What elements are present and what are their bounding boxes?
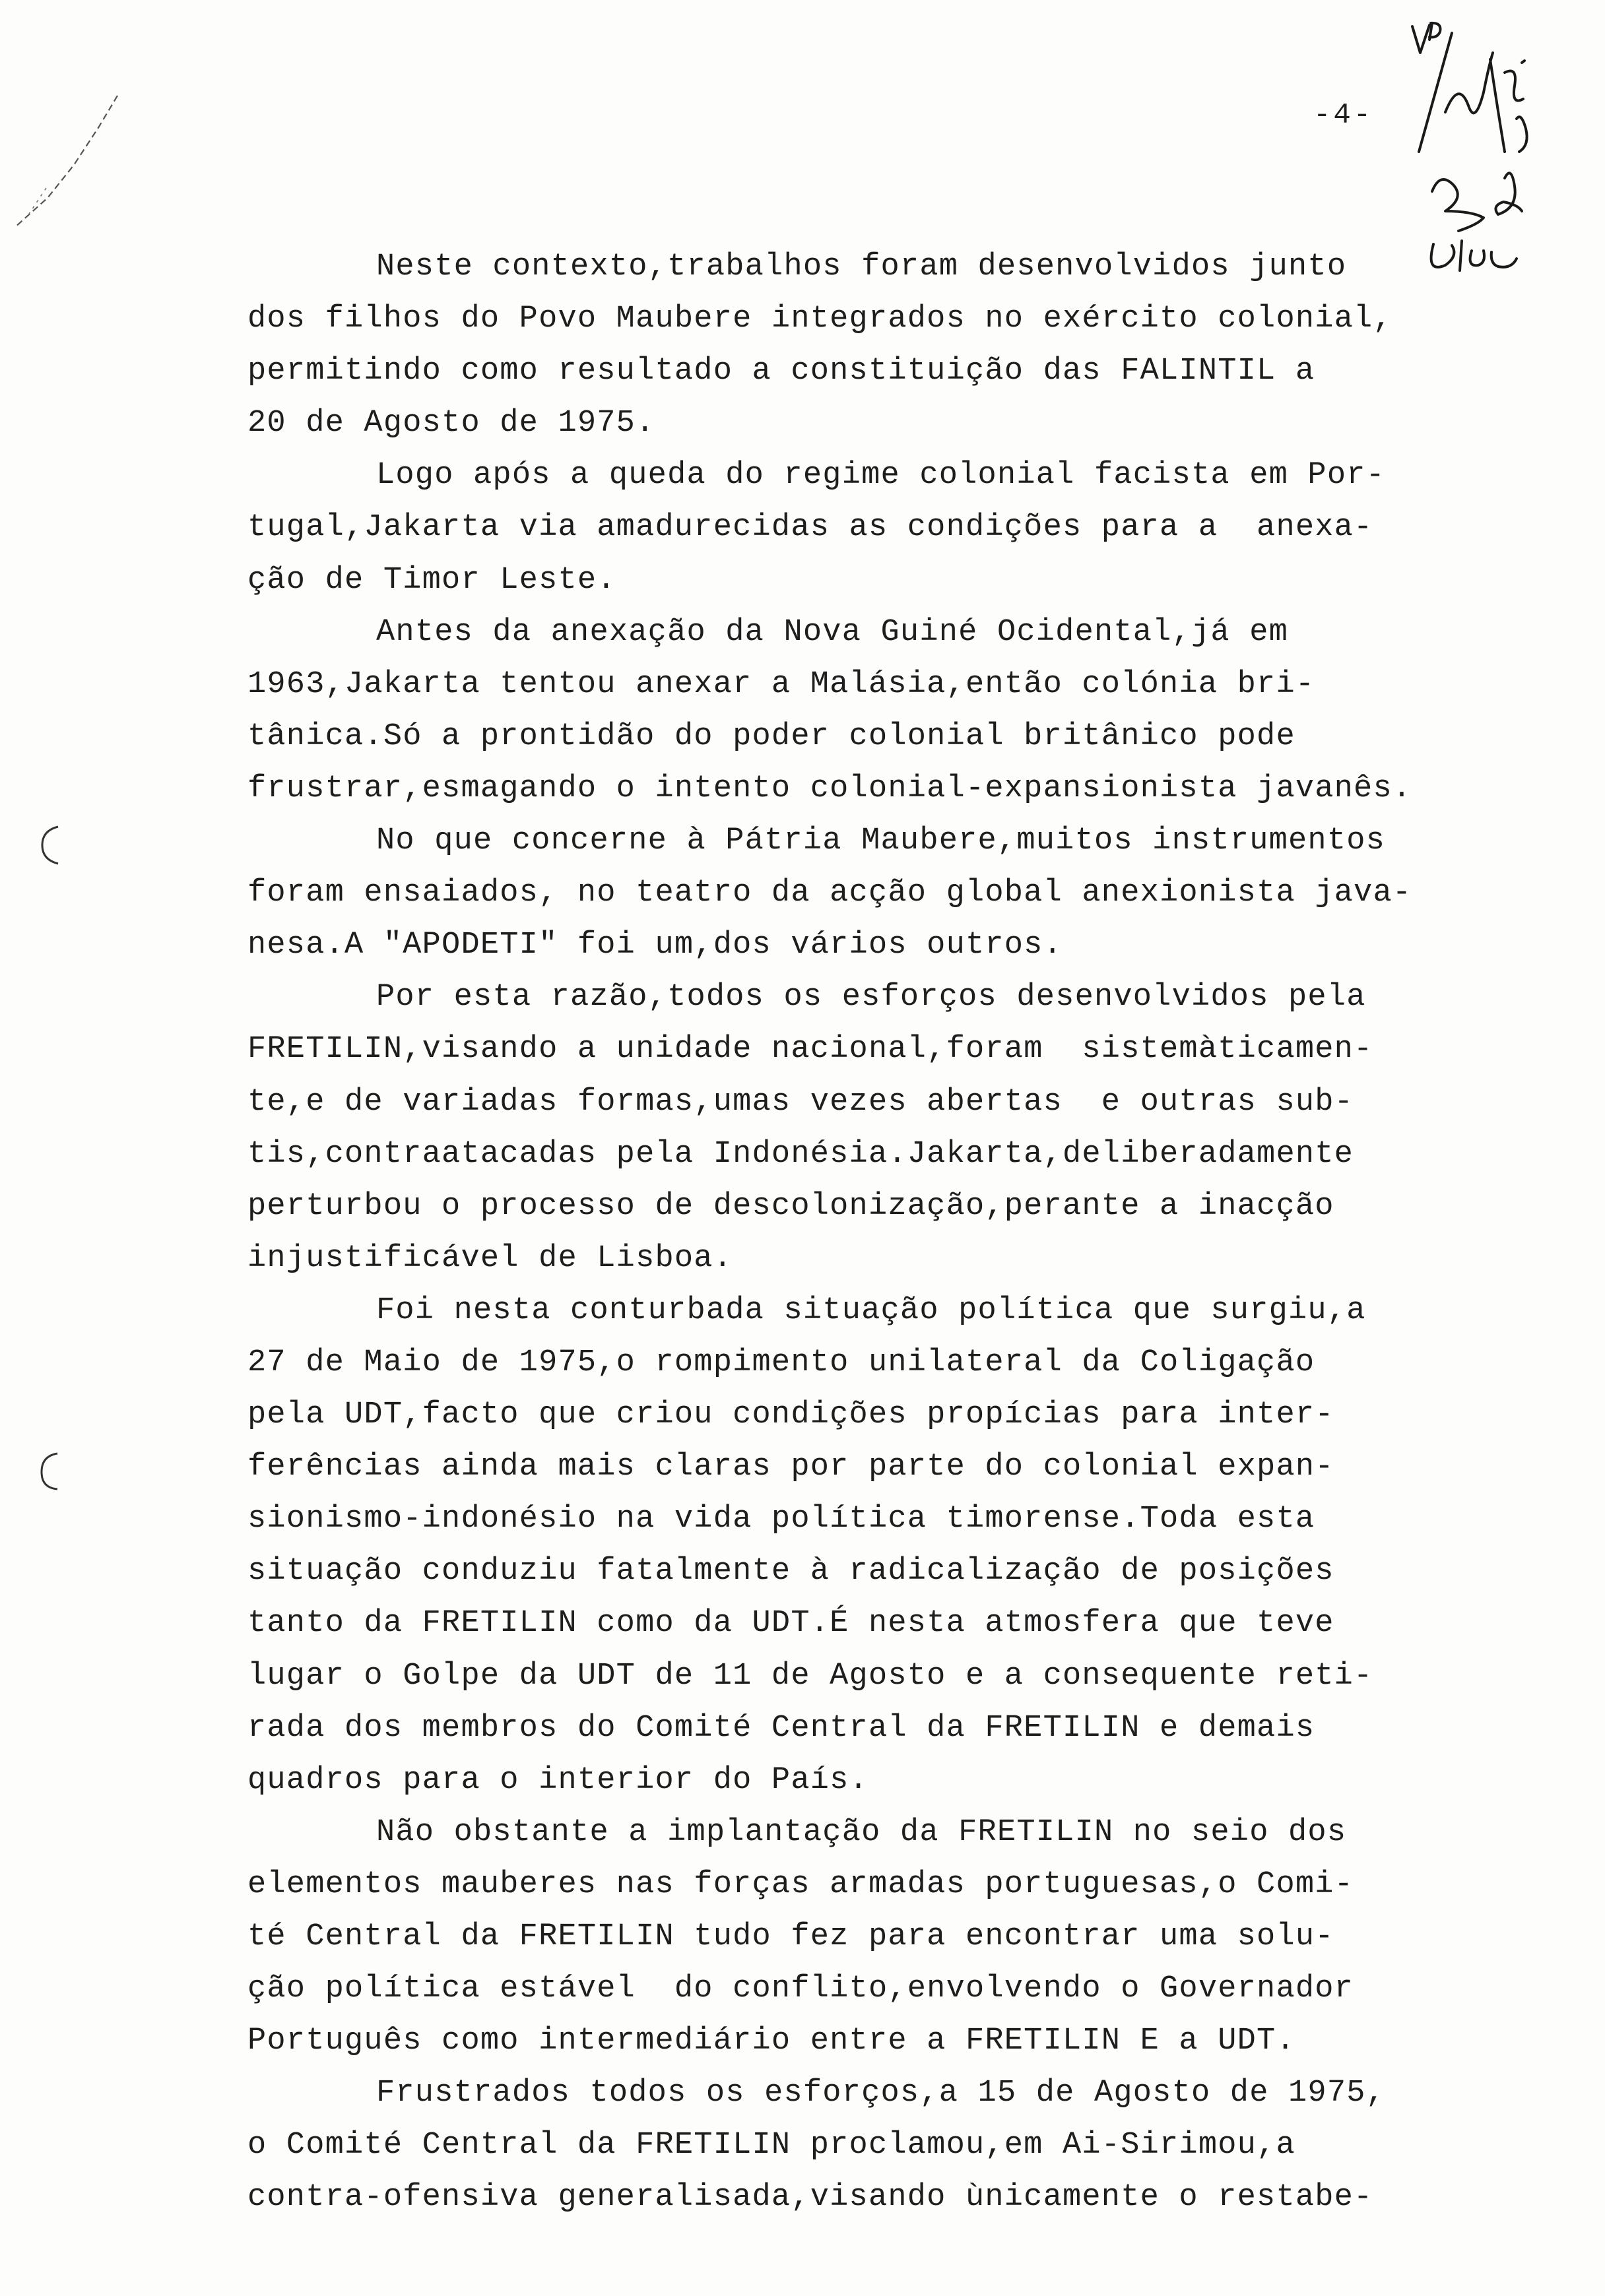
text-line: sionismo-indonésio na vida política timorense.Toda esta	[247, 1502, 1315, 1537]
text-line: rada dos membros do Comité Central da FRETILIN e demais	[247, 1710, 1315, 1746]
text-line: situação conduziu fatalmente à radicalização de posições	[247, 1554, 1334, 1589]
text-line: 20 de Agosto de 1975.	[247, 406, 655, 441]
text-line: tugal,Jakarta via amadurecidas as condições para a anexa-	[247, 510, 1373, 546]
text-line: Frustrados todos os esforços,a 15 de Agosto de 1975,	[376, 2076, 1386, 2111]
text-line: quadros para o interior do País.	[247, 1762, 868, 1798]
text-line: ção de Timor Leste.	[247, 562, 616, 598]
text-line: o Comité Central da FRETILIN proclamou,em Ai-Sirimou,a	[247, 2128, 1295, 2163]
margin-hole-mark	[36, 1448, 63, 1494]
text-line: permitindo como resultado a constituição das FALINTIL a	[247, 354, 1315, 389]
text-line: tanto da FRETILIN como da UDT.É nesta atmosfera que teve	[247, 1606, 1334, 1642]
text-line: tis,contraatacadas pela Indonésia.Jakarta,deliberadamente	[247, 1136, 1354, 1172]
text-line: ferências ainda mais claras por parte do colonial expan-	[247, 1450, 1334, 1485]
text-line: nesa.A "APODETI" foi um,dos vários outros.	[247, 928, 1063, 963]
document-body	[247, 241, 1541, 2224]
stray-pen-line	[0, 86, 145, 238]
handwritten-initials	[1406, 13, 1604, 277]
text-line: foram ensaiados, no teatro da acção global anexionista java-	[247, 876, 1412, 911]
text-line: lugar o Golpe da UDT de 11 de Agosto e a consequente reti-	[247, 1658, 1373, 1694]
page-number: -4-	[1313, 99, 1374, 132]
text-line: injustificável de Lisboa.	[247, 1240, 733, 1276]
text-line: Logo após a queda do regime colonial facista em Por-	[376, 458, 1386, 494]
text-line: Antes da anexação da Nova Guiné Ocidental,já em	[376, 614, 1289, 650]
text-line: 27 de Maio de 1975,o rompimento unilateral da Coligação	[247, 1345, 1315, 1380]
text-line: Por esta razão,todos os esforços desenvolvidos pela	[376, 980, 1366, 1015]
text-line: elementos mauberes nas forças armadas portuguesas,o Comi-	[247, 1866, 1354, 1902]
text-line: Português como intermediário entre a FRETILIN E a UDT.	[247, 2024, 1295, 2059]
text-line: Neste contexto,trabalhos foram desenvolvidos junto	[376, 249, 1347, 284]
text-line: Não obstante a implantação da FRETILIN no seio dos	[376, 1814, 1347, 1850]
text-line: No que concerne à Pátria Maubere,muitos instrumentos	[376, 823, 1386, 859]
text-line: perturbou o processo de descolonização,perante a inacção	[247, 1188, 1334, 1224]
text-line: Foi nesta conturbada situação política que surgiu,a	[376, 1292, 1366, 1328]
text-line: contra-ofensiva generalisada,visando ùnicamente o restabe-	[247, 2180, 1373, 2216]
text-line: dos filhos do Povo Maubere integrados no exército colonial,	[247, 302, 1392, 337]
text-line: pela UDT,facto que criou condições propícias para inter-	[247, 1397, 1334, 1433]
text-line: FRETILIN,visando a unidade nacional,foram sistemàticamen-	[247, 1032, 1373, 1068]
text-line: ção política estável do conflito,envolvendo o Governador	[247, 1971, 1354, 2007]
text-line: tânica.Só a prontidão do poder colonial britânico pode	[247, 718, 1295, 754]
text-line: frustrar,esmagando o intento colonial-expansionista javanês.	[247, 771, 1412, 806]
margin-hole-mark	[38, 821, 65, 868]
text-line: 1963,Jakarta tentou anexar a Malásia,então colónia bri-	[247, 666, 1315, 702]
text-line: té Central da FRETILIN tudo fez para encontrar uma solu-	[247, 1919, 1334, 1954]
text-line: te,e de variadas formas,umas vezes abertas e outras sub-	[247, 1084, 1354, 1120]
